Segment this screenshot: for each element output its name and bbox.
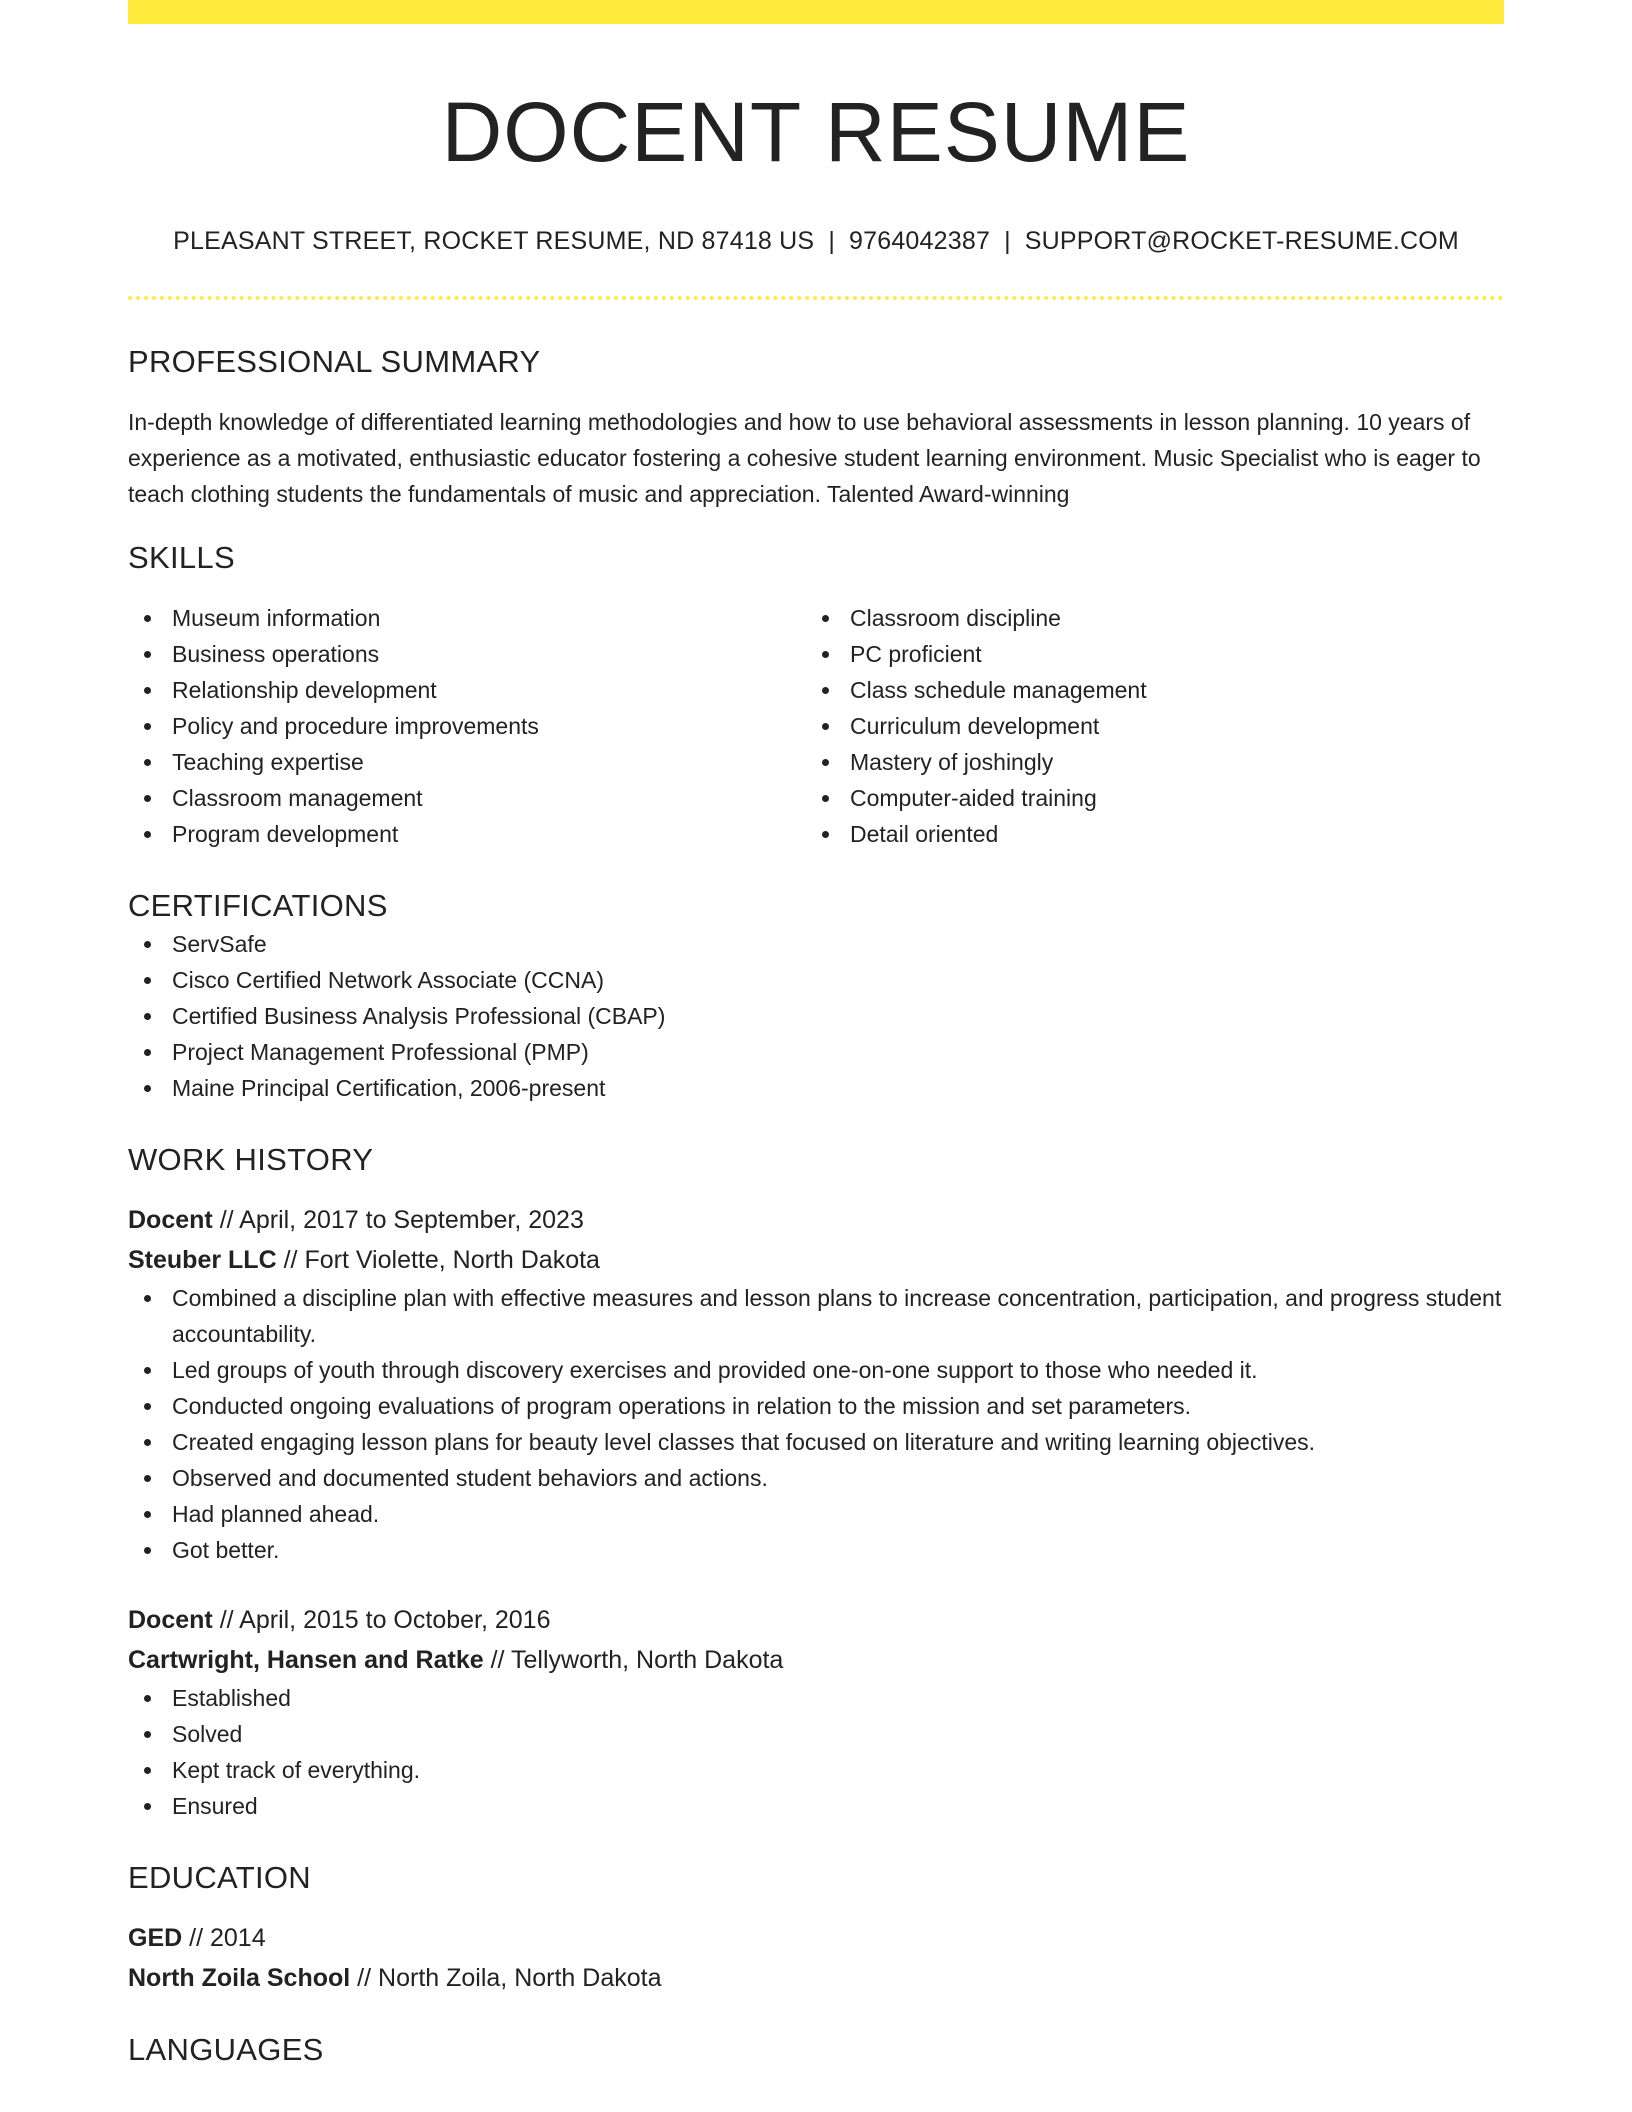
job-divider: // [219,1606,234,1634]
skills-column-right [806,600,1484,852]
skill-item: Teaching expertise [128,744,806,780]
education-school: North Zoila School [128,1964,351,1992]
job-bullet: Had planned ahead. [128,1496,1504,1532]
education-divider: // [189,1924,204,1952]
job-title-line [128,1600,1504,1640]
job-bullet-list [128,1280,1504,1568]
skill-item: Mastery of joshingly [806,744,1484,780]
contact-phone: 9764042387 [849,227,991,255]
certification-item: ServSafe [128,926,1504,962]
job-bullet: Solved [128,1716,1504,1752]
job-divider: // [490,1646,505,1674]
resume-title: DOCENT RESUME [441,85,1191,179]
skill-item: Classroom management [128,780,806,816]
top-accent-bar [128,0,1504,24]
education-degree: GED [128,1924,183,1952]
contact-separator: | [1004,227,1011,255]
contact-address: PLEASANT STREET, ROCKET RESUME, ND 87418 US [173,227,815,255]
skill-item: Classroom discipline [806,600,1484,636]
skill-item: Business operations [128,636,806,672]
certification-item: Cisco Certified Network Associate (CCNA) [128,962,1504,998]
certification-item: Project Management Professional (PMP) [128,1034,1504,1070]
job-company: Cartwright, Hansen and Ratke [128,1646,484,1674]
job-company-line [128,1240,1504,1280]
job-bullet: Conducted ongoing evaluations of program operations in relation to the mission and set parameters. [128,1388,1504,1424]
job-role: Docent [128,1206,213,1234]
skill-item: Class schedule management [806,672,1484,708]
contact-separator: | [828,227,836,255]
skills-column-left [128,600,806,852]
contact-line [128,226,1504,256]
education-heading: EDUCATION [128,1860,311,1895]
job-divider: // [283,1246,298,1274]
skill-item: Curriculum development [806,708,1484,744]
job-dates: April, 2015 to October, 2016 [239,1606,551,1634]
job-bullet-list [128,1680,1504,1824]
job-dates: April, 2017 to September, 2023 [239,1206,584,1234]
education-year: 2014 [210,1924,266,1952]
contact-email[interactable]: SUPPORT@ROCKET-RESUME.COM [1024,227,1459,255]
skills-grid [128,600,1504,852]
skill-item: Museum information [128,600,806,636]
skill-item: Program development [128,816,806,852]
work-history-heading: WORK HISTORY [128,1142,374,1177]
job-bullet: Kept track of everything. [128,1752,1504,1788]
certifications-heading: CERTIFICATIONS [128,888,388,923]
job-title-line [128,1200,1504,1240]
certification-item: Certified Business Analysis Professional (CBAP) [128,998,1504,1034]
job-role: Docent [128,1606,213,1634]
education-degree-line [128,1918,1504,1958]
summary-text: In-depth knowledge of differentiated learning methodologies and how to use behavioral assessments in lesson planning. 10 years of experience as a motivated, enthusiastic educator fostering a cohesive student learning environment. Music Specialist who is eager to teach clothing students the fundamentals of music and appreciation. Talented Award-winning [128,409,1481,507]
job-bullet: Created engaging lesson plans for beauty level classes that focused on literature and writing learning objectives. [128,1424,1504,1460]
job-location: Fort Violette, North Dakota [304,1246,600,1274]
job-bullet: Combined a discipline plan with effective measures and lesson plans to increase concentration, participation, and progress student accountability. [128,1280,1504,1352]
skills-heading: SKILLS [128,540,235,575]
job-company: Steuber LLC [128,1246,277,1274]
job-company-line [128,1640,1504,1680]
job-bullet: Led groups of youth through discovery exercises and provided one-on-one support to those who needed it. [128,1352,1504,1388]
skill-item: Relationship development [128,672,806,708]
dotted-divider [128,296,1504,300]
skill-item: PC proficient [806,636,1484,672]
job-location: Tellyworth, North Dakota [511,1646,784,1674]
job-divider: // [219,1206,234,1234]
summary-heading: PROFESSIONAL SUMMARY [128,344,541,379]
certifications-list [128,926,1504,1106]
job-bullet: Observed and documented student behaviors and actions. [128,1460,1504,1496]
skill-item: Policy and procedure improvements [128,708,806,744]
job-bullet: Got better. [128,1532,1504,1568]
resume-page [128,0,1504,2070]
job-bullet: Established [128,1680,1504,1716]
education-location: North Zoila, North Dakota [378,1964,662,1992]
skill-item: Computer-aided training [806,780,1484,816]
skill-item: Detail oriented [806,816,1484,852]
education-school-line [128,1958,1504,1998]
job-bullet: Ensured [128,1788,1504,1824]
education-divider: // [357,1964,372,1992]
languages-heading: LANGUAGES [128,2032,324,2067]
certification-item: Maine Principal Certification, 2006-present [128,1070,1504,1106]
